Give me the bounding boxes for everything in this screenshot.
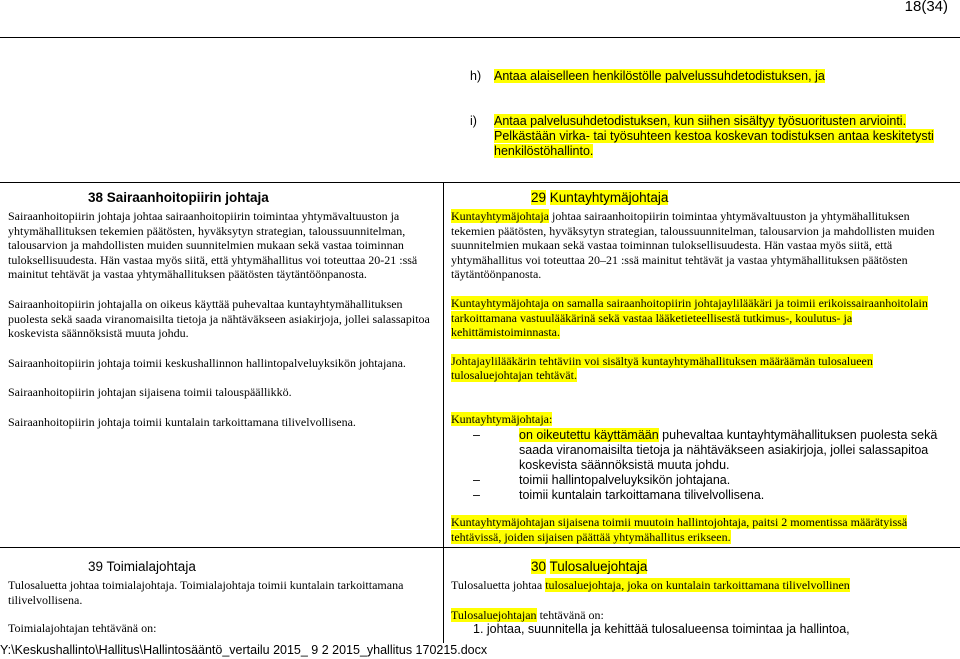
- list-item-h: [470, 69, 825, 84]
- section-38-body: [8, 209, 438, 430]
- list-item-text-line2: Pelkästään virka- tai työsuhteen kestoa koskevan todistuksen antaa keskitetysti: [494, 129, 934, 143]
- section-30-item-1: 1. johtaa, suunnitella ja kehittää tulosalueensa toimintaa ja hallintoa,: [473, 622, 850, 636]
- list-marker: i): [470, 114, 477, 128]
- header-rule: [0, 37, 960, 38]
- dash-bullet: –: [473, 473, 480, 487]
- section-29-list: [451, 428, 951, 503]
- paragraph: Kuntayhtymäjohtaja johtaa sairaanhoitopiirin toimintaa yhtymävaltuuston ja yhtymähallituksen tekemien päätösten, hyväksytyn strategian, taloussuunnitelman, talousarvion ja mahdollisten muiden suunnitelmien mukaan sekä vastaa toiminnan tuloksellisuudesta. Hän vastaa myös siitä, että yhtymähallitus voi toteuttaa 20–21 :ssä mainitut tehtävät ja vastaa yhtymähallituksen päätösten täytäntöönpanosta.: [451, 209, 935, 282]
- paragraph: Sairaanhoitopiirin johtaja toimii keskushallinnon hallintopalveluyksikön johtajana.: [8, 355, 406, 370]
- section-30-title: [531, 559, 647, 574]
- paragraph: Tulosaluetta johtaa toimialajohtaja. Toimialajohtaja toimii kuntalain tarkoittamana tilivelvollisena.: [8, 578, 404, 607]
- paragraph: Sairaanhoitopiirin johtaja johtaa sairaanhoitopiirin toimintaa yhtymävaltuuston ja yhtymähallituksen tekemien päätösten, hyväksytyn strategian, taloussuunnitelman, talousarvion ja mahdollisten muiden suunnitelmien mukaan sekä vastaa toiminnan tuloksellisuudesta. Hän vastaa myös siitä, että yhtymähallitus voi toteuttaa 20-21 :ssä mainitut tehtävät ja vastaa yhtymähallituksen päätösten täytäntöönpanosta.: [8, 209, 418, 282]
- list-item-text-line3: henkilöstöhallinto.: [494, 144, 594, 158]
- paragraph: Kuntayhtymäjohtaja on samalla sairaanhoitopiirin johtajaylilääkäri ja toimii erikoissairaanhoitolain tarkoittamana vastuulääkärinä sekä vastaa lääketieteellisestä tutkimus-, koulutus- ja kehittämistoiminnasta.: [451, 295, 928, 340]
- list-item-i: [470, 114, 950, 159]
- section-29-body: [451, 209, 953, 427]
- dash-bullet: –: [473, 428, 480, 442]
- section-29-title: [531, 190, 668, 205]
- list-marker: h): [470, 69, 482, 83]
- paragraph: Tulosaluetta johtaa tulosaluejohtaja, joka on kuntalain tarkoittamana tilivelvollinen: [451, 578, 850, 592]
- page-number: 18(34): [904, 0, 948, 15]
- paragraph: Johtajaylilääkärin tehtäviin voi sisältyä kuntayhtymähallituksen määräämän tulosalueen tulosaluejohtajan tehtävät.: [451, 353, 873, 383]
- paragraph: Sairaanhoitopiirin johtajan sijaisena toimii talouspäällikkö.: [8, 385, 292, 400]
- table-rule-mid: [0, 547, 960, 548]
- table-column-divider: [443, 182, 444, 643]
- section-number: 29: [531, 190, 547, 205]
- list-item-text-line1: Antaa palvelusuhdetodistuksen, kun siihen sisältyy työsuoritusten arviointi.: [494, 114, 907, 128]
- list-item: – toimii kuntalain tarkoittamana tilivelvollisena.: [451, 488, 951, 503]
- paragraph: Sairaanhoitopiirin johtaja toimii kuntalain tarkoittamana tilivelvollisena.: [8, 414, 356, 429]
- list-item-text: Antaa alaiselleen henkilöstölle palvelussuhdetodistuksen, ja: [494, 69, 825, 83]
- paragraph: Tulosaluejohtajan tehtävänä on:: [451, 607, 604, 622]
- dash-bullet: –: [473, 488, 480, 502]
- list-item: – toimii hallintopalveluyksikön johtajana.: [451, 473, 951, 488]
- footer-file-path: Y:\Keskushallinto\Hallitus\Hallintosääntö_vertailu 2015_ 9 2 2015_yhallitus 170215.docx: [0, 643, 488, 657]
- paragraph: Kuntayhtymäjohtaja:: [451, 411, 553, 426]
- section-30-body: [451, 578, 953, 622]
- paragraph: Sairaanhoitopiirin johtajalla on oikeus käyttää puhevaltaa kuntayhtymähallituksen puolesta sekä saada viranomaisilta tietoja ja nähtäväkseen asiakirjoja, jollei salassapitoa koskevista säännöksistä muuta johdu.: [8, 296, 430, 341]
- section-number: 30: [531, 559, 547, 574]
- table-rule-top: [0, 182, 960, 183]
- section-39-body: [8, 578, 433, 636]
- section-39-title: 39 Toimialajohtaja: [88, 559, 196, 574]
- section-title-text: Kuntayhtymäjohtaja: [549, 190, 669, 205]
- paragraph: Toimialajohtajan tehtävänä on:: [8, 621, 157, 636]
- list-item: – on oikeutettu käyttämään puhevaltaa kuntayhtymähallituksen puolesta sekä saada viranomaisilta tietoja ja nähtäväkseen asiakirjoja, jollei salassapitoa koskevista säännöksistä muuta johdu.: [451, 428, 951, 473]
- section-38-title: 38 Sairaanhoitopiirin johtaja: [88, 190, 269, 205]
- section-29-substitute: Kuntayhtymäjohtajan sijaisena toimii muutoin hallintojohtaja, paitsi 2 momentissa määrätyissä tehtävissä, joiden sijaisen päättää yhtymähallitus erikseen.: [451, 515, 908, 544]
- section-title-text: Tulosaluejohtaja: [549, 559, 648, 574]
